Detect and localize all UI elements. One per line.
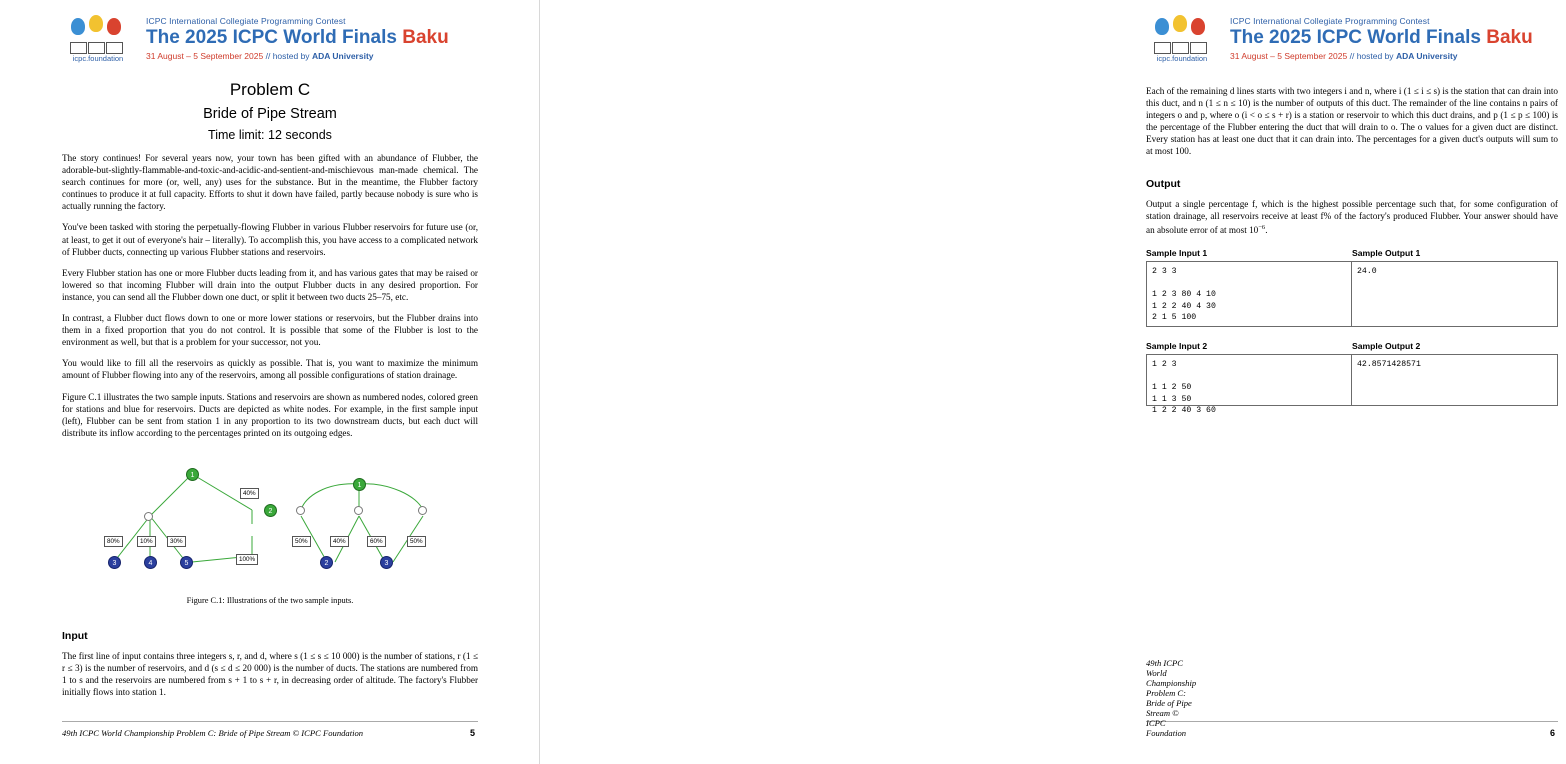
balloon-red-icon: [1191, 18, 1205, 35]
page-left: [0, 0, 540, 764]
section-heading-output: Output: [1146, 178, 1181, 190]
header-title-city: Baku: [1486, 27, 1533, 48]
page-right: [540, 0, 1558, 764]
header-separator: //: [265, 51, 271, 61]
problem-time-limit: Time limit: 12 seconds: [208, 128, 332, 142]
figure-duct-node: [144, 512, 153, 521]
page-header-left: [62, 16, 482, 64]
balloon-yellow-icon: [1173, 15, 1187, 32]
sample-output-label: Sample Output 2: [1352, 341, 1421, 351]
footer-text-left: 49th ICPC World Championship Problem C: Bride of Pipe Stream © ICPC Foundation: [62, 728, 364, 738]
sample-2-input-label-cell: [1146, 341, 1352, 354]
figure-edge-label: 50%: [292, 536, 311, 547]
footer-rule: [1146, 721, 1558, 722]
paragraph: Every Flubber station has one or more Flubber ducts leading from it, and has various gates that may be raised or lowered so that incoming Flubber will drain into the output Flubber ducts in any desired proportion. For instance, you can send all the Flubber down one duct, or split it between two ducts 25–75, etc.: [62, 267, 478, 302]
output-paragraph-post: .: [1265, 225, 1268, 236]
problem-name: Bride of Pipe Stream: [203, 106, 337, 122]
header-hosted-by: hosted by: [1356, 51, 1394, 61]
balloons-icon: [1146, 18, 1218, 48]
footer-rule: [62, 721, 478, 722]
figure-edge-label: 30%: [167, 536, 186, 547]
basket-icon: [1172, 42, 1189, 54]
figure-node: 5: [180, 556, 193, 569]
problem-label: Problem C: [229, 80, 311, 99]
paragraph: In contrast, a Flubber duct flows down to one or more lower stations or reservoirs, but the Flubber drains into them in a fixed proportion that you do not control. It is possible that some of the Flubber is lost to the environment as well, but that is a problem for your successor, not you.: [62, 313, 478, 348]
basket-icon: [106, 42, 123, 54]
logo-caption: icpc.foundation: [72, 54, 124, 63]
header-hosted-by: hosted by: [272, 51, 310, 61]
header-title: [146, 27, 449, 49]
icpc-logo: [62, 18, 134, 62]
figure-edge-label: 100%: [236, 554, 258, 565]
basket-icon: [88, 42, 105, 54]
paragraph: Figure C.1 illustrates the two sample inputs. Stations and reservoirs are shown as numbered nodes, colored green for stations and blue for reservoirs. Ducts are depicted as white nodes. For example, in the first sample input (left), Flubber can be sent from station 1 in any proportion to its two downstream ducts, but each duct will distribute its inflow according to the percentages printed on its outgoing edges.: [62, 391, 478, 438]
sample-1-output-label-cell: [1352, 248, 1558, 261]
header-separator: //: [1349, 51, 1355, 61]
sample-input-label: Sample Input 2: [1146, 341, 1208, 351]
figure-node: 4: [144, 556, 157, 569]
figure-edge-label: 60%: [367, 536, 386, 547]
right-intro-text: [1146, 85, 1558, 167]
figure-node: 1: [353, 478, 366, 491]
figure-node: 2: [320, 556, 333, 569]
sample-output-box: 24.0: [1352, 261, 1558, 327]
sample-input-box: 2 3 3 1 2 3 80 4 10 1 2 2 40 4 30 2 1 5 100: [1146, 261, 1352, 327]
sample-2-input-cell: [1146, 354, 1352, 416]
input-section: [62, 630, 478, 707]
header-title-main: The 2025 ICPC World Finals: [1230, 27, 1481, 48]
paragraph: Each of the remaining d lines starts with two integers i and n, where i (1 ≤ i ≤ s) is the station that can drain into this duct, and n (1 ≤ n ≤ 10) is the number of outputs of this duct. The remainder of the line contains n pairs of integers o and p, where o (i < o ≤ s + r) is a station or reservoir to which this duct drains, and p (1 ≤ p ≤ 100) is the percentage of the Flubber entering the duct that will drain to o. The o values for a given duct are distinct. Every station has at least one duct that it can drain into. The percentages for a given duct's outputs will sum to at most 100.: [1146, 86, 1558, 157]
sample-input-box: 1 2 3 1 1 2 50 1 1 3 50 1 2 2 40 3 60: [1146, 354, 1352, 406]
sample-2-output-cell: [1352, 354, 1558, 406]
sample-2-output-label-cell: [1352, 341, 1558, 354]
page-header-right: [1146, 16, 1566, 64]
header-text: [146, 16, 449, 61]
basket-icon: [1154, 42, 1171, 54]
figure-edge-label: 10%: [137, 536, 156, 547]
sample-1: [1146, 248, 1558, 327]
figure-duct-node: [354, 506, 363, 515]
page-number-left: 5: [470, 728, 476, 738]
header-title-main: The 2025 ICPC World Finals: [146, 27, 397, 48]
header-host: ADA University: [1395, 51, 1458, 61]
sample-1-output-cell: [1352, 261, 1558, 327]
figure-edge-label: 80%: [104, 536, 123, 547]
basket-icon: [1190, 42, 1207, 54]
sample-output-label: Sample Output 1: [1352, 248, 1421, 258]
page-number-right: 6: [1550, 728, 1556, 738]
header-org-line: ICPC International Collegiate Programming Contest: [1230, 16, 1430, 26]
balloon-red-icon: [107, 18, 121, 35]
sample-2: [1146, 341, 1558, 416]
sample-input-label: Sample Input 1: [1146, 248, 1208, 258]
balloon-blue-icon: [1155, 18, 1169, 35]
sample-2-boxes: [1146, 354, 1558, 416]
figure-node: 3: [108, 556, 121, 569]
figure-c1: [62, 458, 478, 618]
basket-icon: [70, 42, 87, 54]
balloon-yellow-icon: [89, 15, 103, 32]
sample-output-box: 42.8571428571: [1352, 354, 1558, 406]
balloon-blue-icon: [71, 18, 85, 35]
header-title-city: Baku: [402, 27, 449, 48]
icpc-logo: [1146, 18, 1218, 62]
header-dates: 31 August – 5 September 2025: [146, 51, 264, 61]
header-title: [1230, 27, 1533, 49]
header-text: [1230, 16, 1533, 61]
header-dates-line: [146, 51, 449, 61]
paragraph: You've been tasked with storing the perpetually-flowing Flubber in various Flubber reservoirs for future use (or, at least, to get it out of everyone's hair – literally). To accomplish this, you have access to a complicated network of Flubber ducts, connecting up various Flubber stations and reservoirs.: [62, 222, 478, 257]
figure-duct-node: [296, 506, 305, 515]
paragraph: The first line of input contains three integers s, r, and d, where s (1 ≤ s ≤ 10 000) is the number of stations, r (1 ≤ r ≤ 3) is the number of reservoirs, and d (s ≤ d ≤ 20 000) is the number of ducts. The stations are numbered from 1 to s and the reservoirs are numbered from s + 1 to s + r, in decreasing order of altitude. The factory's Flubber initially flows into station 1.: [62, 651, 478, 698]
header-dates: 31 August – 5 September 2025: [1230, 51, 1348, 61]
figure-edge-label: 40%: [240, 488, 259, 499]
output-section: [1146, 178, 1558, 245]
header-host: ADA University: [311, 51, 374, 61]
figure-duct-node: [418, 506, 427, 515]
paragraph: [1146, 198, 1558, 236]
footer-text-right: 49th ICPC World Championship Problem C: Bride of Pipe Stream © ICPC Foundation: [1146, 658, 1197, 738]
paragraph: The story continues! For several years now, your town has been gifted with an abundance of Flubber, the adorable-but-slightly-flammable-and-toxic-and-acidic-and-sentient-and-mischievous man-made chemical. The search continues for more (or, well, any) uses for the substance. But in the meantime, the Flubber factory continues to produce it at full capacity. Efforts to shut it down have failed, partly because nobody is sure who is actually running the factory.: [62, 153, 478, 212]
figure-edge-label: 50%: [407, 536, 426, 547]
section-heading-input: Input: [62, 630, 88, 642]
header-org-line: ICPC International Collegiate Programming Contest: [146, 16, 346, 26]
output-exponent: −6: [1258, 224, 1266, 232]
figure-edge-label: 40%: [330, 536, 349, 547]
sample-2-labels: [1146, 341, 1558, 354]
paragraph: You would like to fill all the reservoirs as quickly as possible. That is, you want to maximize the minimum amount of Flubber flowing into any of the reservoirs, among all possible configurations of station drainage.: [62, 358, 478, 381]
sample-1-labels: [1146, 248, 1558, 261]
sample-1-input-cell: [1146, 261, 1352, 327]
sample-1-boxes: [1146, 261, 1558, 327]
logo-caption: icpc.foundation: [1156, 54, 1208, 63]
sample-1-input-label-cell: [1146, 248, 1352, 261]
figure-node: 1: [186, 468, 199, 481]
figure-caption: Figure C.1: Illustrations of the two sample inputs.: [186, 596, 354, 605]
left-body-text: [62, 152, 478, 448]
header-dates-line: [1230, 51, 1533, 61]
figure-node: 2: [264, 504, 277, 517]
problem-title-block: [62, 80, 478, 142]
balloons-icon: [62, 18, 134, 48]
figure-node: 3: [380, 556, 393, 569]
output-paragraph-pre: Output a single percentage f, which is the highest possible percentage such that, for some configuration of station drainage, all reservoirs receive at least f% of the factory's produced Flubber. Your answer should have an absolute error of at most 10: [1146, 199, 1558, 236]
